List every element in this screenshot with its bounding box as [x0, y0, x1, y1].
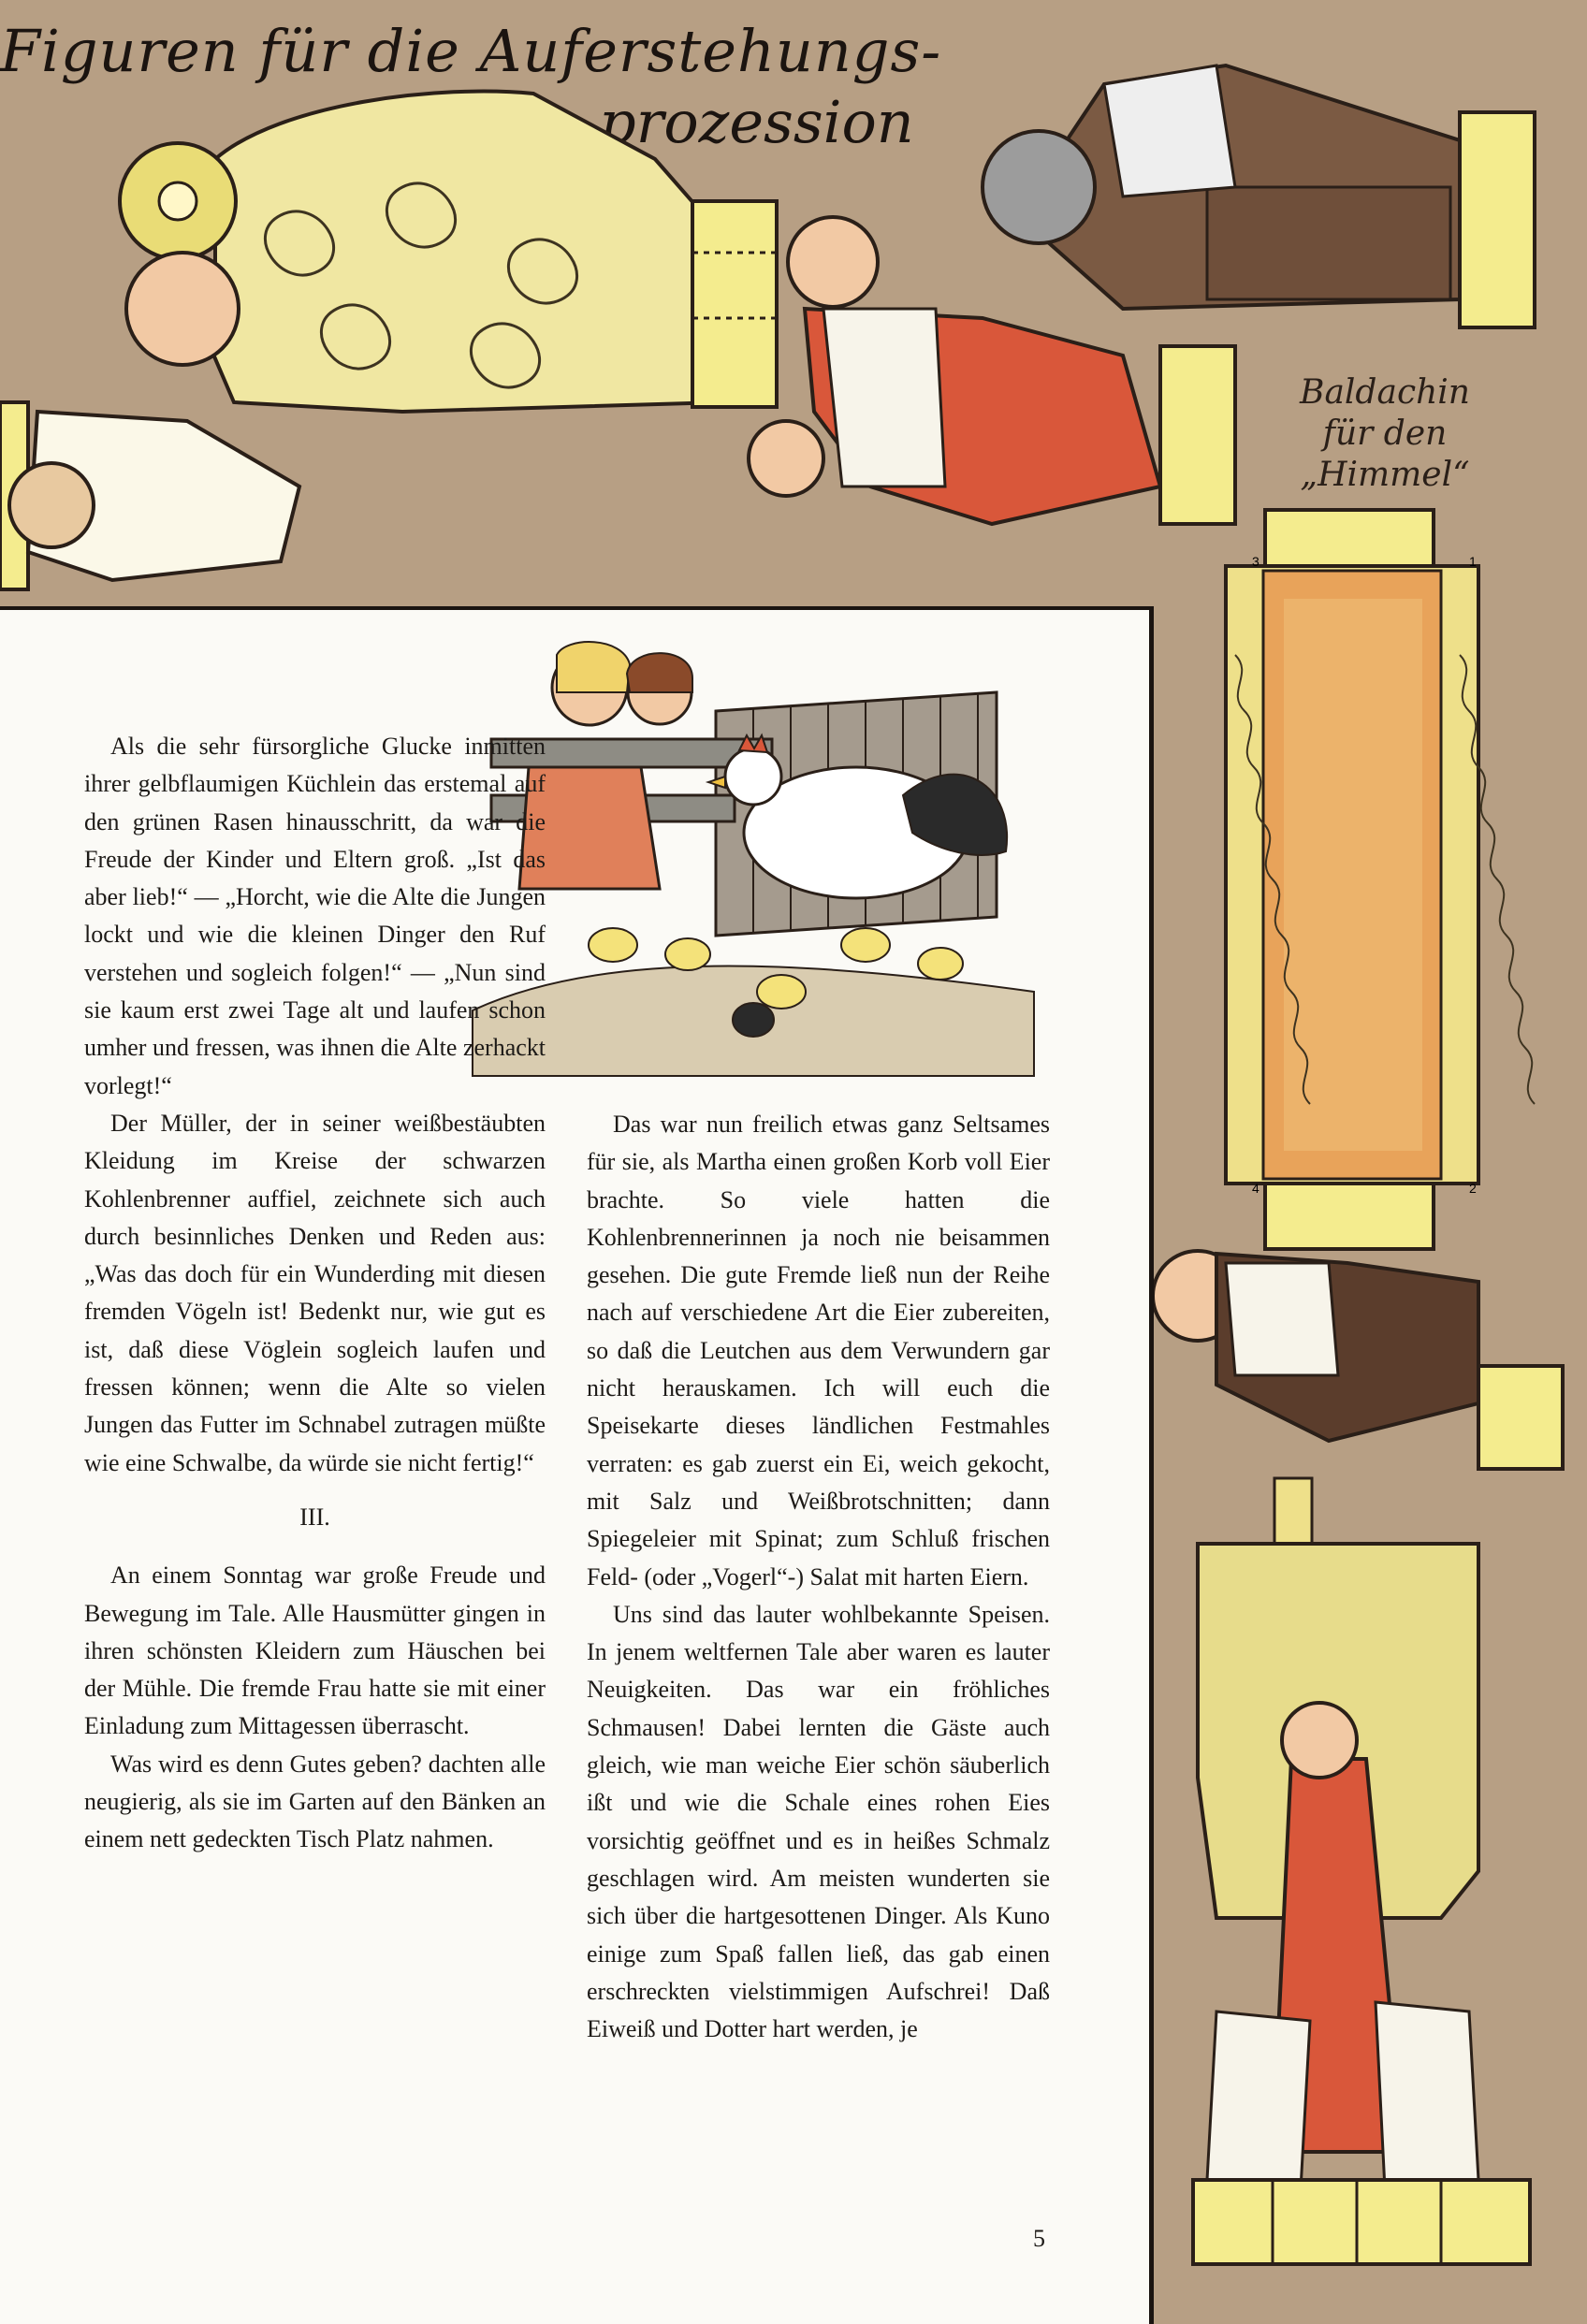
paragraph: Das war nun freilich etwas ganz Seltsames für sie, als Martha einen großen Korb voll Eier brachte. So viele hatten die Kohlenbrennerinnen ja noch nie beisammen gesehen. Die gute Fremde ließ nun der Reihe nach auf verschiedene Art die Eier zubereiten, so daß die Leutchen aus dem Verwundern gar nicht herauskamen. Ich will euch die Speisekarte dieses ländlichen Festmahles verraten: es gab zuerst ein Ei, weich gekocht, mit Salz und Weißbrotschnitten; dann Spiegeleier mit Spinat; zum Schluß frischen Feld- (oder „Vogerl“-) Salat mit harten Eiern. [587, 1111, 1050, 1590]
canopy-corner-2: 2 [1469, 1181, 1477, 1196]
baldachin-label-line2: für den [1322, 414, 1448, 453]
canopy-corner-4: 4 [1252, 1181, 1259, 1196]
text-column-right [587, 1106, 1050, 2048]
procession-banner-cutout [1193, 1478, 1530, 2264]
child-figure-left-cutout [0, 402, 299, 589]
baldachin-label [1273, 372, 1497, 496]
paragraph: An einem Sonntag war große Freude und Bewegung im Tale. Alle Hausmütter gingen in ihren schönsten Kleidern zum Häuschen bei der Mühle. Die fremde Frau hatte sie mit einer Einladung zum Mittagessen überrascht. [84, 1561, 546, 1740]
page-title-line2: prozession [599, 88, 914, 156]
woman-figure-cutout [983, 65, 1535, 327]
hen-and-chicks-illustration [473, 636, 1034, 1076]
paragraph: Uns sind das lauter wohlbekannte Speisen. In jenem weltfernen Tale aber waren es lauter Neuigkeiten. Das war ein fröhliches Schmausen! Dabei lernten die Gäste auch gleich, wie man weiche Eier schön säuberlich ißt und wie die Schale eines rohen Eies vorsichtig geöffnet und es in heißes Schmalz geschlagen wird. Am meisten wunderten sie sich über die hartgesottenen Dinger. Als Kuno einige zum Spaß fallen ließ, das gab einen erschreckten vielstimmigen Aufschrei! Daß Eiweiß und Dotter hart werden, je [587, 1600, 1050, 2043]
page-title-line1: Figuren für die Auferstehungs- [0, 17, 942, 85]
girl-dark-skirt-cutout [1153, 1251, 1563, 1469]
canopy-corner-1: 1 [1469, 554, 1477, 569]
canopy-corner-3: 3 [1252, 554, 1259, 569]
baldachin-label-line1: Baldachin [1300, 373, 1470, 412]
text-column-left [84, 728, 546, 1859]
paragraph: Was wird es denn Gutes geben? dachten alle neugierig, als sie im Garten auf den Bänken an einem nett gedeckten Tisch Platz nahmen. [84, 1750, 546, 1853]
paragraph: Als die sehr fürsorgliche Glucke inmitten ihrer gelbflaumigen Küchlein das erstemal auf den grünen Rasen hinausschritt, da war die Freude der Kinder und Eltern groß. „Ist das aber lieb!“ — „Horcht, wie die Alte die Jungen lockt und wie die kleinen Dinger den Ruf verstehen und sogleich folgen!“ — „Nun sind sie kaum erst zwei Tage alt und laufen schon umher und fressen, was ihnen die Alte zerhackt vorlegt!“ [84, 733, 546, 1099]
section-heading-III: III. [299, 1503, 330, 1531]
priest-cope-cutout [120, 92, 777, 412]
page-number: 5 [1033, 2225, 1045, 2252]
canopy-baldachin-cutout [1226, 510, 1535, 1249]
baldachin-label-line3: „Himmel“ [1300, 456, 1470, 494]
paragraph: Der Müller, der in seiner weißbestäubten Kleidung im Kreise der schwarzen Kohlenbrenner auffiel, zeichnete sich auch durch besinnliches Denken und Reden aus: „Was das doch für ein Wunderding mit diesen fremden Vögeln ist! Bedenkt nur, wie gut es ist, daß diese Vöglein sogleich laufen und fressen können; wenn die Alte so vielen Jungen das Futter im Schnabel zutragen müßte wie eine Schwalbe, da würde sie nicht fertig!“ [84, 1109, 546, 1476]
